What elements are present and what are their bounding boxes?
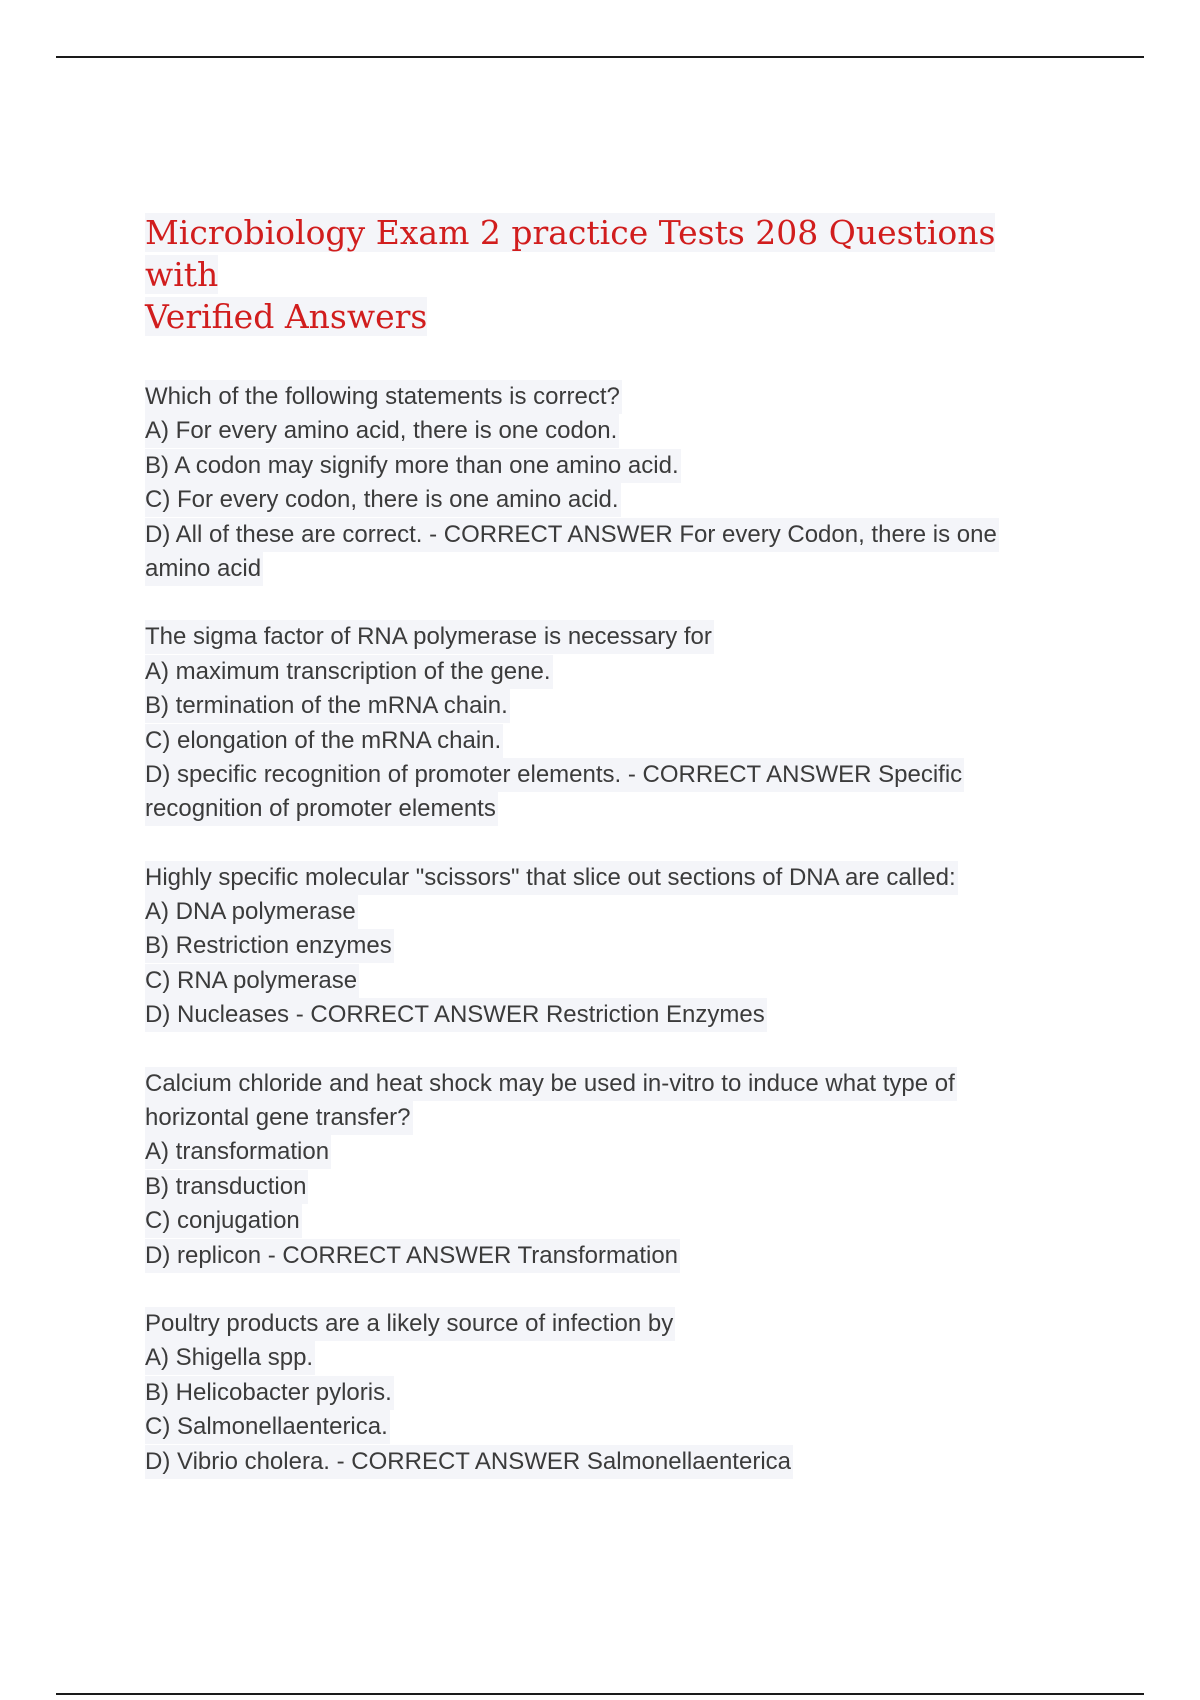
answer-option: C) RNA polymerase (145, 964, 359, 998)
answer-option: A) For every amino acid, there is one codon. (145, 414, 619, 448)
answer-option: B) A codon may signify more than one amino acid. (145, 449, 681, 483)
answer-option: C) elongation of the mRNA chain. (145, 724, 503, 758)
answer-option: B) Restriction enzymes (145, 929, 394, 963)
answer-option: D) Nucleases - CORRECT ANSWER Restriction Enzymes (145, 998, 767, 1032)
document-title (145, 212, 1045, 338)
answer-option: B) termination of the mRNA chain. (145, 689, 510, 723)
answer-option: B) Helicobacter pyloris. (145, 1376, 394, 1410)
answer-option: A) DNA polymerase (145, 895, 358, 929)
answer-option: D) replicon - CORRECT ANSWER Transformation (145, 1239, 680, 1273)
question-block (145, 380, 1045, 586)
answer-option: D) Vibrio cholera. - CORRECT ANSWER Salmonellaenterica (145, 1445, 793, 1479)
question-text: The sigma factor of RNA polymerase is necessary for (145, 620, 714, 654)
answer-option: B) transduction (145, 1170, 308, 1204)
title-line: Verified Answers (145, 297, 428, 336)
correct-answer-text: amino acid (145, 552, 263, 586)
document-body (145, 212, 1045, 1513)
answer-option: A) Shigella spp. (145, 1341, 315, 1375)
question-block (145, 1307, 1045, 1479)
footer-rule (56, 1693, 1144, 1695)
header-rule (56, 56, 1144, 58)
question-block (145, 620, 1045, 826)
correct-answer-text: recognition of promoter elements (145, 792, 498, 826)
question-block (145, 861, 1045, 1033)
answer-option: A) transformation (145, 1135, 331, 1169)
question-text: horizontal gene transfer? (145, 1101, 413, 1135)
answer-option: C) Salmonellaenterica. (145, 1410, 390, 1444)
question-text: Calcium chloride and heat shock may be used in-vitro to induce what type of (145, 1067, 957, 1101)
title-line: Microbiology Exam 2 practice Tests 208 Questions with (145, 213, 996, 294)
question-block (145, 1067, 1045, 1273)
question-text: Poultry products are a likely source of infection by (145, 1307, 675, 1341)
question-text: Which of the following statements is correct? (145, 380, 622, 414)
answer-option: C) conjugation (145, 1204, 302, 1238)
question-text: Highly specific molecular "scissors" that slice out sections of DNA are called: (145, 861, 958, 895)
answer-option: A) maximum transcription of the gene. (145, 655, 553, 689)
answer-option: C) For every codon, there is one amino acid. (145, 483, 621, 517)
answer-option: D) All of these are correct. - CORRECT ANSWER For every Codon, there is one (145, 518, 999, 552)
answer-option: D) specific recognition of promoter elements. - CORRECT ANSWER Specific (145, 758, 964, 792)
